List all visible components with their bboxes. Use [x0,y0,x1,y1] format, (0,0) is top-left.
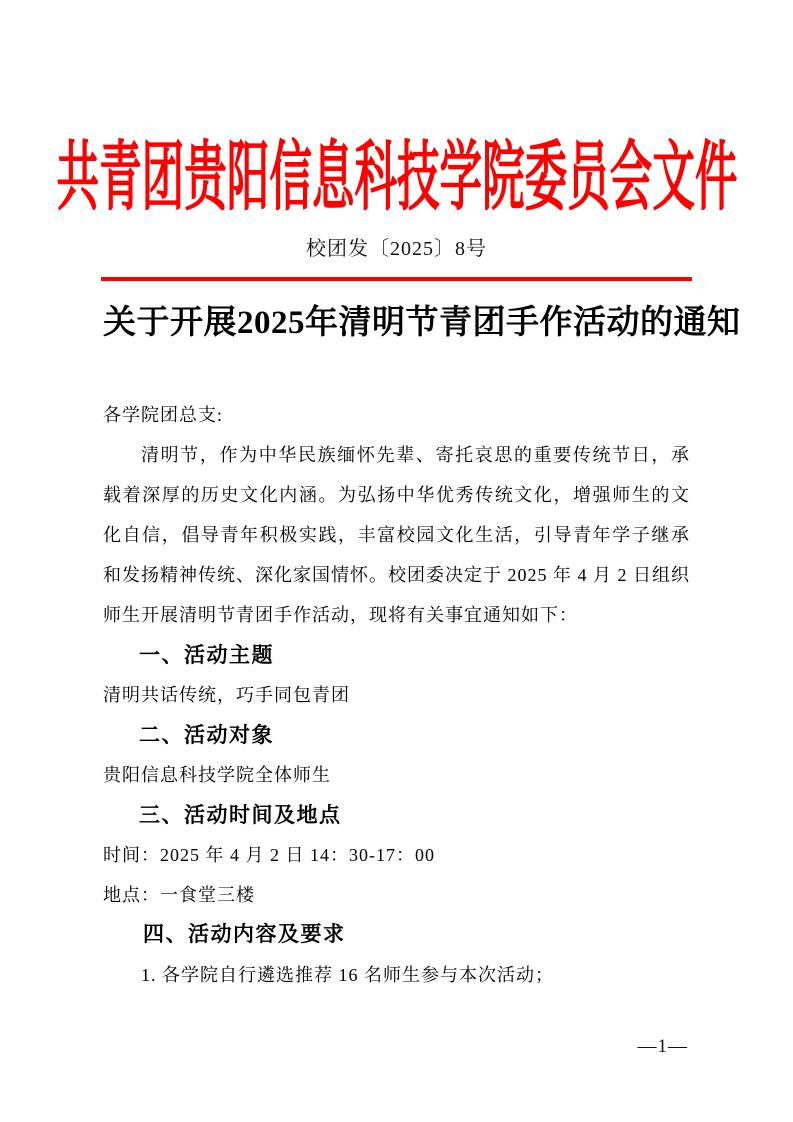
document-title: 关于开展2025年清明节青团手作活动的通知 [103,305,741,341]
document-header [56,136,737,220]
section-heading-2: 二、活动对象 [139,723,274,747]
document-body [103,395,690,995]
page-number: —1— [637,1036,688,1057]
red-divider-rule [101,277,692,281]
section-heading-1: 一、活动主题 [139,643,274,667]
section-3-place-line: 地点：一食堂三楼 [103,885,255,905]
section-1-line: 清明共话传统，巧手同包青团 [103,685,350,705]
intro-paragraph: 清明节，作为中华民族缅怀先辈、寄托哀思的重要传统节日，承载着深厚的历史文化内涵。为弘扬中华优秀传统文化，增强师生的文化自信，倡导青年积极实践，丰富校园文化生活，引导青年学子继承和发扬精神传统、深化家国情怀。校团委决定于 2025 年 4 月 2 日组织师生开展清明节青团手作活动，现将有关事宜通知如下： [103,445,690,625]
section-4-item-1: 1. 各学院自行遴选推荐 16 名师生参与本次活动； [141,965,554,985]
document-number: 校团发〔2025〕8号 [306,238,487,260]
red-header-org-title: 共青团贵阳信息科技学院委员会文件 [56,136,737,220]
section-3-time-line: 时间：2025 年 4 月 2 日 14：30-17：00 [103,845,435,865]
salutation: 各学院团总支: [103,405,224,425]
section-2-line: 贵阳信息科技学院全体师生 [103,765,331,785]
section-heading-3: 三、活动时间及地点 [139,803,342,827]
section-heading-4: 四、活动内容及要求 [143,923,346,946]
